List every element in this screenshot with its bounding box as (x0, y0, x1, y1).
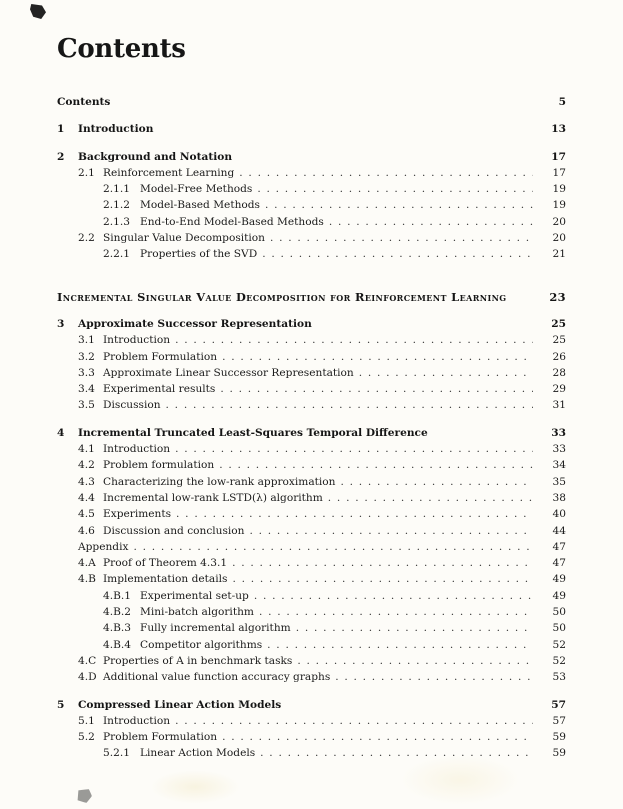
toc-entry-4.C[interactable] (57, 653, 566, 669)
scan-artifact-smudge (400, 755, 520, 805)
dot-leader (232, 555, 533, 571)
toc-entry-4.2[interactable] (57, 457, 566, 473)
scan-artifact-top-left (30, 4, 46, 19)
entry-number: 4.A (78, 557, 96, 570)
entry-page-number: 19 (552, 199, 566, 212)
toc-entry-4.6[interactable] (57, 523, 566, 539)
toc-entry-1[interactable] (57, 121, 566, 137)
entry-number: 4.D (78, 671, 97, 684)
entry-page-number: 20 (552, 215, 566, 228)
entry-title: End-to-End Model-Based Methods (140, 215, 324, 228)
entry-title: Discussion and conclusion (103, 524, 245, 537)
entry-page-number: 50 (552, 622, 566, 635)
entry-title: Competitor algorithms (140, 638, 263, 651)
entry-title: Problem Formulation (103, 731, 218, 744)
scan-artifact-smudge (150, 770, 240, 804)
toc-entry-5.2.1[interactable] (57, 745, 566, 761)
dot-leader (267, 637, 533, 653)
dot-leader (220, 381, 533, 397)
entry-number: 2 (57, 150, 65, 163)
entry-page-number: 49 (552, 573, 566, 586)
entry-number: 5 (57, 698, 65, 711)
toc-entry-3.1[interactable] (57, 332, 566, 348)
entry-number: 2.1 (78, 166, 95, 179)
entry-page-number: 59 (552, 747, 566, 760)
entry-number: 2.2.1 (103, 248, 130, 261)
dot-leader (222, 729, 533, 745)
entry-number: 4.2 (78, 459, 95, 472)
dot-leader (232, 571, 533, 587)
scan-artifact-bottom-left (76, 789, 92, 803)
entry-title: Appendix (78, 540, 129, 553)
toc-entry-4.B.1[interactable] (57, 588, 566, 604)
entry-title: Experimental results (103, 383, 216, 396)
entry-page-number: 17 (552, 166, 566, 179)
entry-title: Background and Notation (78, 150, 233, 163)
entry-page-number: 20 (552, 232, 566, 245)
entry-page-number: 52 (552, 638, 566, 651)
toc-entry-4.D[interactable] (57, 669, 566, 685)
entry-page-number: 40 (552, 508, 566, 521)
entry-page-number: 49 (552, 589, 566, 602)
entry-page-number: 35 (552, 475, 566, 488)
dot-leader (239, 165, 533, 181)
entry-number: 2.1.1 (103, 183, 130, 196)
entry-title: Introduction (78, 123, 154, 136)
entry-number: 4 (57, 426, 65, 439)
entry-number: 3.2 (78, 350, 95, 363)
entry-title: Discussion (103, 399, 161, 412)
entry-number: 2.1.2 (103, 199, 130, 212)
entry-page-number: 19 (552, 183, 566, 196)
entry-number: 5.2 (78, 731, 95, 744)
toc-entry-2.1.2[interactable] (57, 197, 566, 213)
entry-title: Incremental low-rank LSTD(λ) algorithm (103, 491, 323, 504)
dot-leader (296, 620, 533, 636)
toc-entry-2.2.1[interactable] (57, 246, 566, 262)
entry-number: 4.3 (78, 475, 95, 488)
entry-number: 4.6 (78, 524, 95, 537)
entry-number: 4.B (78, 573, 96, 586)
toc-entry-3.4[interactable] (57, 381, 566, 397)
entry-page-number: 5 (558, 96, 566, 108)
toc-entry-5.2[interactable] (57, 729, 566, 745)
dot-leader (219, 457, 533, 473)
entry-title: Mini-batch algorithm (140, 606, 254, 619)
toc-entry-4.B.4[interactable] (57, 637, 566, 653)
entry-page-number: 13 (551, 123, 566, 136)
dot-leader (176, 506, 533, 522)
entry-title: Problem Formulation (103, 350, 218, 363)
toc-entry-5.1[interactable] (57, 713, 566, 729)
entry-page-number: 53 (552, 671, 566, 684)
entry-number: 4.C (78, 654, 97, 667)
entry-page-number: 34 (552, 459, 566, 472)
dot-leader (175, 713, 533, 729)
entry-page-number: 59 (552, 731, 566, 744)
entry-title: Additional value function accuracy graphs (103, 671, 331, 684)
entry-title: Fully incremental algorithm (140, 622, 291, 635)
entry-page-number: 29 (552, 383, 566, 396)
entry-title: Approximate Linear Successor Representation (103, 366, 354, 379)
dot-leader (222, 349, 533, 365)
entry-number: 4.B.4 (103, 638, 131, 651)
entry-title: Experimental set-up (140, 589, 249, 602)
entry-title: Compressed Linear Action Models (78, 698, 282, 711)
toc-entry-2.1[interactable] (57, 165, 566, 181)
entry-title: Model-Based Methods (140, 199, 260, 212)
entry-page-number: 23 (549, 289, 566, 304)
toc-entry-4.B.3[interactable] (57, 620, 566, 636)
entry-page-number: 31 (552, 399, 566, 412)
entry-number: 3 (57, 317, 65, 330)
toc-entry-5[interactable] (57, 697, 566, 713)
toc-entry-4[interactable] (57, 425, 566, 441)
entry-title: Linear Action Models (140, 747, 256, 760)
entry-title: Approximate Successor Representation (78, 317, 312, 330)
entry-page-number: 57 (552, 714, 566, 727)
dot-leader (254, 588, 533, 604)
toc-entry-appendix[interactable] (57, 539, 566, 555)
entry-number: 4.B.1 (103, 589, 131, 602)
toc-entry-4.1[interactable] (57, 441, 566, 457)
entry-title: Problem formulation (103, 459, 215, 472)
dot-leader (265, 197, 533, 213)
toc-entry-4.4[interactable] (57, 490, 566, 506)
dot-leader (335, 669, 533, 685)
entry-page-number: 28 (552, 366, 566, 379)
entry-page-number: 44 (552, 524, 566, 537)
entry-page-number: 57 (551, 698, 566, 711)
entry-number: 5.1 (78, 714, 95, 727)
entry-title: Experiments (103, 508, 172, 521)
entry-page-number: 25 (552, 334, 566, 347)
entry-page-number: 25 (551, 317, 566, 330)
entry-page-number: 33 (552, 443, 566, 456)
entry-page-number: 33 (551, 426, 566, 439)
dot-leader (133, 539, 533, 555)
entry-title: Reinforcement Learning (103, 166, 235, 179)
toc-entry-incremental-singular-value-decomposition-for-reinforcement-learning[interactable] (57, 289, 566, 305)
page-title: Contents (57, 34, 186, 64)
dot-leader (359, 365, 533, 381)
entry-number: 4.5 (78, 508, 95, 521)
entry-title: Contents (57, 96, 111, 108)
entry-page-number: 52 (552, 654, 566, 667)
entry-page-number: 50 (552, 606, 566, 619)
toc-entry-4.B.2[interactable] (57, 604, 566, 620)
entry-page-number: 26 (552, 350, 566, 363)
entry-number: 3.3 (78, 366, 95, 379)
entry-title: Model-Free Methods (140, 183, 253, 196)
entry-title: Proof of Theorem 4.3.1 (103, 557, 228, 570)
toc-entry-3.3[interactable] (57, 365, 566, 381)
dot-leader (250, 523, 534, 539)
page-content (57, 0, 566, 762)
dot-leader (257, 181, 533, 197)
dot-leader (175, 441, 533, 457)
dot-leader (262, 246, 533, 262)
entry-page-number: 47 (552, 557, 566, 570)
entry-page-number: 38 (552, 491, 566, 504)
dot-leader (329, 214, 533, 230)
dot-leader (175, 332, 533, 348)
entry-title: Properties of the SVD (140, 248, 258, 261)
entry-number: 4.B.2 (103, 606, 131, 619)
entry-title: Incremental Singular Value Decomposition for Reinforcement Learning (57, 289, 507, 304)
entry-number: 3.4 (78, 383, 95, 396)
toc-entry-4.5[interactable] (57, 506, 566, 522)
dot-leader (341, 474, 534, 490)
entry-number: 3.5 (78, 399, 95, 412)
entry-title: Characterizing the low-rank approximation (103, 475, 336, 488)
toc-entry-4.3[interactable] (57, 474, 566, 490)
toc-entry-3[interactable] (57, 316, 566, 332)
entry-page-number: 47 (552, 540, 566, 553)
entry-page-number: 21 (552, 248, 566, 261)
entry-number: 4.4 (78, 491, 95, 504)
entry-number: 2.1.3 (103, 215, 130, 228)
table-of-contents (57, 94, 566, 762)
entry-title: Properties of A in benchmark tasks (103, 654, 293, 667)
toc-entry-4.A[interactable] (57, 555, 566, 571)
toc-entry-2[interactable] (57, 149, 566, 165)
toc-entry-3.2[interactable] (57, 349, 566, 365)
toc-entry-2.1.1[interactable] (57, 181, 566, 197)
entry-title: Introduction (103, 334, 171, 347)
entry-number: 1 (57, 123, 65, 136)
entry-number: 4.1 (78, 443, 95, 456)
dot-leader (259, 604, 533, 620)
dot-leader (260, 745, 533, 761)
entry-page-number: 17 (551, 150, 566, 163)
toc-entry-4.B[interactable] (57, 571, 566, 587)
entry-number: 2.2 (78, 232, 95, 245)
dot-leader (270, 230, 533, 246)
entry-number: 5.2.1 (103, 747, 130, 760)
entry-title: Introduction (103, 714, 171, 727)
toc-entry-2.2[interactable] (57, 230, 566, 246)
entry-title: Singular Value Decomposition (103, 232, 265, 245)
entry-title: Implementation details (103, 573, 228, 586)
toc-entry-2.1.3[interactable] (57, 214, 566, 230)
dot-leader (328, 490, 533, 506)
toc-entry-contents[interactable] (57, 94, 566, 110)
entry-title: Incremental Truncated Least-Squares Temporal Difference (78, 426, 428, 439)
dot-leader (166, 397, 533, 413)
toc-entry-3.5[interactable] (57, 397, 566, 413)
entry-number: 3.1 (78, 334, 95, 347)
entry-number: 4.B.3 (103, 622, 131, 635)
dot-leader (297, 653, 533, 669)
entry-title: Introduction (103, 443, 171, 456)
